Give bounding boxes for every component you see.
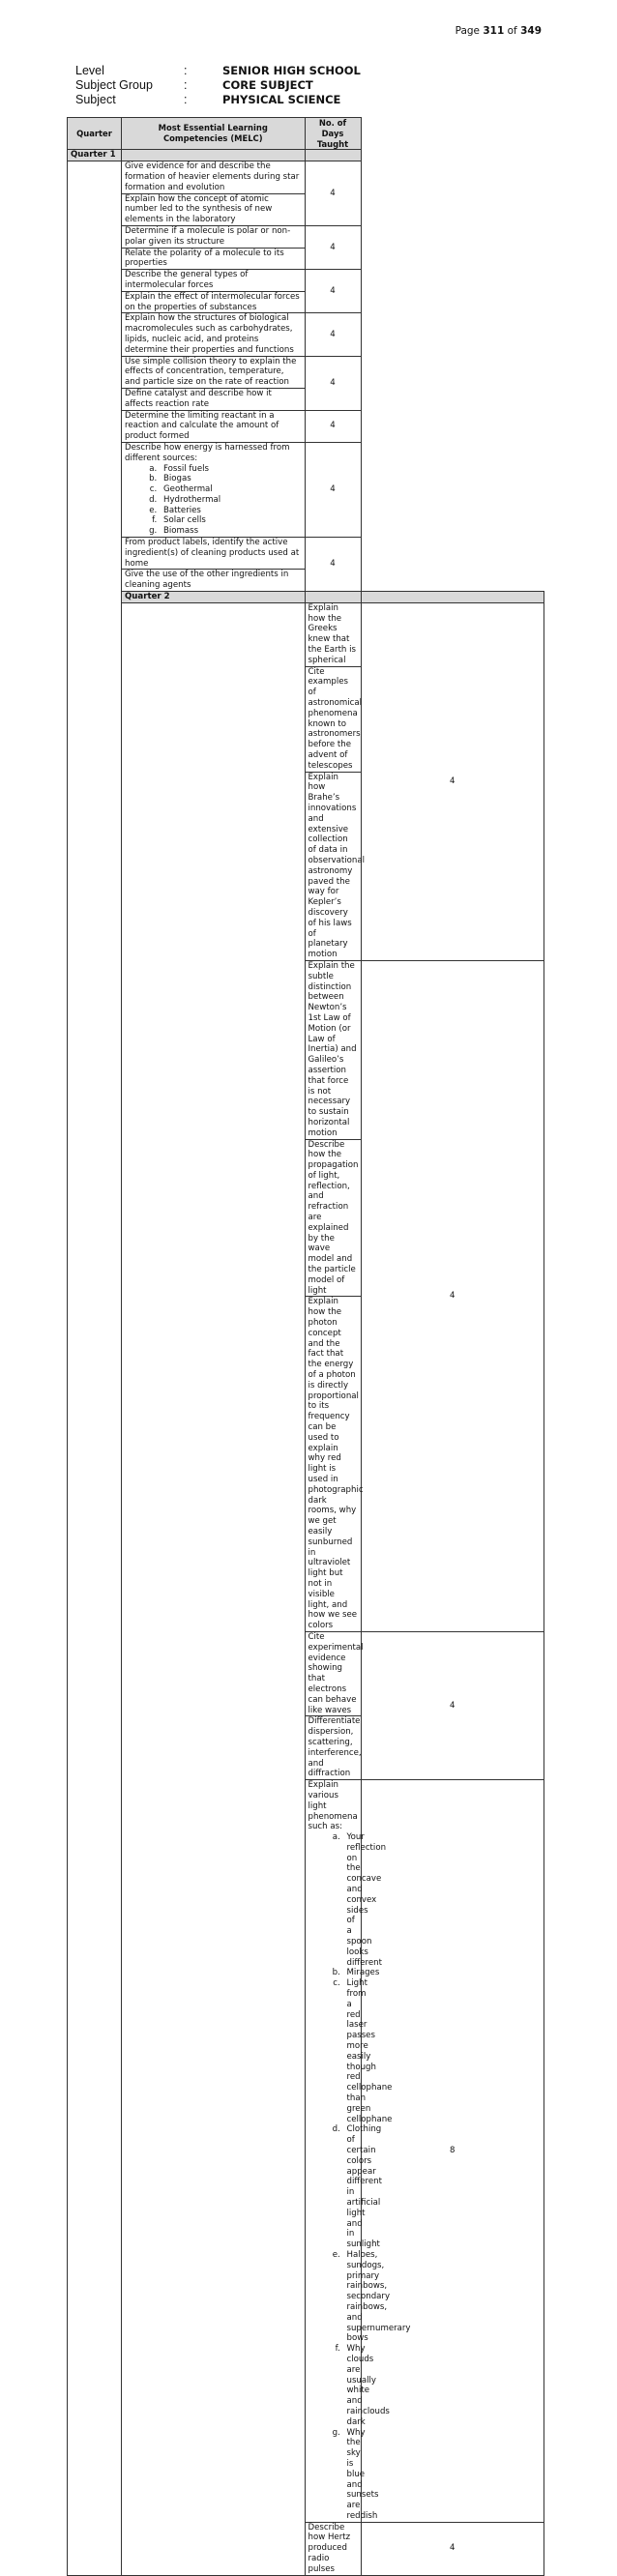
days-cell: 4 xyxy=(361,2522,544,2575)
list-item: e. Batteries xyxy=(160,506,302,516)
quarter-1-spacer xyxy=(122,150,306,161)
info-subject-group xyxy=(75,78,361,93)
competency-cell: Determine the limiting reactant in a reaction and calculate the amount of product formed xyxy=(122,410,306,442)
competency-cell: From product labels, identify the active ingredient(s) of cleaning products used at home xyxy=(122,538,306,570)
melc-table xyxy=(67,117,544,2576)
competency-cell: Cite experimental evidence showing that electrons can behave like waves xyxy=(305,1631,361,1715)
list-item: g. Why the sky is blue and sunsets are reddish xyxy=(343,2428,358,2522)
days-cell: 4 xyxy=(305,410,361,442)
competency-cell: Describe how Hertz produced radio pulses xyxy=(305,2522,361,2575)
list-item: g. Biomass xyxy=(160,526,302,537)
table-row xyxy=(68,161,544,193)
competency-cell: Give evidence for and describe the formation of heavier elements during star formation and evolution xyxy=(122,161,306,193)
quarter-2-spacer xyxy=(305,592,361,603)
info-sep: : xyxy=(184,93,188,106)
list-item: e. Haloes, sundogs, primary rainbows, secondary rainbows, and supernumerary bows xyxy=(343,2250,358,2344)
quarter-1-spacer-days xyxy=(305,150,361,161)
light-phenomena-list xyxy=(308,1832,411,2522)
quarter-2-column xyxy=(122,602,306,2575)
quarter-1-row xyxy=(68,150,544,161)
table-row xyxy=(68,410,544,442)
course-info xyxy=(75,64,361,107)
days-cell: 4 xyxy=(361,1631,544,1779)
info-subject xyxy=(75,93,361,107)
days-cell: 4 xyxy=(305,313,361,356)
competency-cell: Give the use of the other ingredients in cleaning agents xyxy=(122,570,306,592)
list-item: f. Why clouds are usually white and rainclouds dark xyxy=(343,2344,358,2427)
competency-cell: Explain the effect of intermolecular forces on the properties of substances xyxy=(122,291,306,313)
info-value: SENIOR HIGH SCHOOL xyxy=(222,64,361,77)
days-cell: 4 xyxy=(361,960,544,1631)
days-cell: 4 xyxy=(305,225,361,269)
quarter-2-row xyxy=(68,592,544,603)
page-label: Page xyxy=(455,25,480,37)
header-days: No. of Days Taught xyxy=(305,118,361,150)
info-sep: : xyxy=(184,64,188,77)
quarter-2-label: Quarter 2 xyxy=(122,592,306,603)
days-cell: 4 xyxy=(361,602,544,960)
competency-cell: Define catalyst and describe how it affects reaction rate xyxy=(122,388,306,410)
competency-cell: Relate the polarity of a molecule to its properties xyxy=(122,248,306,270)
table-row xyxy=(68,442,544,537)
list-item: d. Hydrothermal xyxy=(160,495,302,506)
table-row xyxy=(68,313,544,356)
info-level xyxy=(75,64,361,78)
days-cell: 4 xyxy=(305,442,361,537)
table-row xyxy=(68,225,544,248)
competency-cell: Determine if a molecule is polar or non-polar given its structure xyxy=(122,225,306,248)
competency-cell: Describe how the propagation of light, reflection, and refraction are explained by the wave model and the particle model of light xyxy=(305,1139,361,1297)
page-total: 349 xyxy=(520,25,542,37)
days-cell: 4 xyxy=(305,538,361,592)
table-row xyxy=(68,602,544,666)
days-cell: 4 xyxy=(305,356,361,410)
info-key: Level xyxy=(75,64,104,77)
competency-cell: Describe the general types of intermolecular forces xyxy=(122,270,306,292)
list-item: f. Solar cells xyxy=(160,515,302,526)
list-item: b. Biogas xyxy=(160,474,302,484)
header-quarter: Quarter xyxy=(68,118,122,150)
table-row xyxy=(68,356,544,388)
page-of: of xyxy=(507,25,517,37)
info-sep: : xyxy=(184,78,188,92)
competency-text: Describe how energy is harnessed from different sources: xyxy=(125,442,290,463)
info-value: PHYSICAL SCIENCE xyxy=(222,93,341,106)
quarter-2-spacer-days xyxy=(361,592,544,603)
competency-cell xyxy=(122,442,306,537)
competency-cell: Differentiate dispersion, scattering, interference, and diffraction xyxy=(305,1716,361,1780)
quarter-1-column xyxy=(68,161,122,2575)
days-cell: 4 xyxy=(305,270,361,313)
table-row xyxy=(68,270,544,292)
competency-cell: Explain how the photon concept and the fact that the energy of a photon is directly proportional to its frequency can be used to explain why red light is used in photographic dark rooms, why we get easily sunburned in ultraviolet light but not in visible light, and how we see colors xyxy=(305,1297,361,1632)
header-melc: Most Essential Learning Competencies (MELC) xyxy=(122,118,306,150)
list-item: b. Mirages xyxy=(343,1968,358,1978)
quarter-1-label: Quarter 1 xyxy=(68,150,122,161)
competency-cell: Explain the subtle distinction between Newton’s 1st Law of Motion (or Law of Inertia) and Galileo’s assertion that force is not necessary to sustain horizontal motion xyxy=(305,960,361,1139)
days-cell: 4 xyxy=(305,161,361,226)
info-key: Subject Group xyxy=(75,78,153,92)
list-item: a. Your reflection on the concave and convex sides of a spoon looks different xyxy=(343,1832,358,1968)
competency-cell: Explain how the structures of biological macromolecules such as carbohydrates, lipids, nucleic acid, and proteins determine their properties and functions xyxy=(122,313,306,356)
table-header-row xyxy=(68,118,544,150)
competency-cell: Cite examples of astronomical phenomena known to astronomers before the advent of telescopes xyxy=(305,666,361,772)
list-item: c. Geothermal xyxy=(160,484,302,495)
page-number xyxy=(455,25,542,37)
list-item: c. Light from a red laser passes more easily though red cellophane than green cellophane xyxy=(343,1978,358,2124)
competency-cell: Explain how the Greeks knew that the Earth is spherical xyxy=(305,602,361,666)
table-row xyxy=(68,538,544,570)
competency-cell: Explain how the concept of atomic number led to the synthesis of new elements in the laboratory xyxy=(122,193,306,225)
competency-cell: Use simple collision theory to explain the effects of concentration, temperature, and particle size on the rate of reaction xyxy=(122,356,306,388)
list-item: a. Fossil fuels xyxy=(160,464,302,475)
competency-cell xyxy=(305,1780,411,2523)
energy-source-list xyxy=(125,464,302,538)
competency-text: Explain various light phenomena such as: xyxy=(308,1780,358,1832)
info-key: Subject xyxy=(75,93,116,106)
info-value: CORE SUBJECT xyxy=(222,78,313,92)
list-item: d. Clothing of certain colors appear different in artificial light and in sunlight xyxy=(343,2124,358,2250)
days-cell: 8 xyxy=(361,1780,544,2523)
page-current: 311 xyxy=(483,25,505,37)
competency-cell: Explain how Brahe’s innovations and extensive collection of data in observational astronomy paved the way for Kepler’s discovery of his laws of planetary motion xyxy=(305,772,361,960)
